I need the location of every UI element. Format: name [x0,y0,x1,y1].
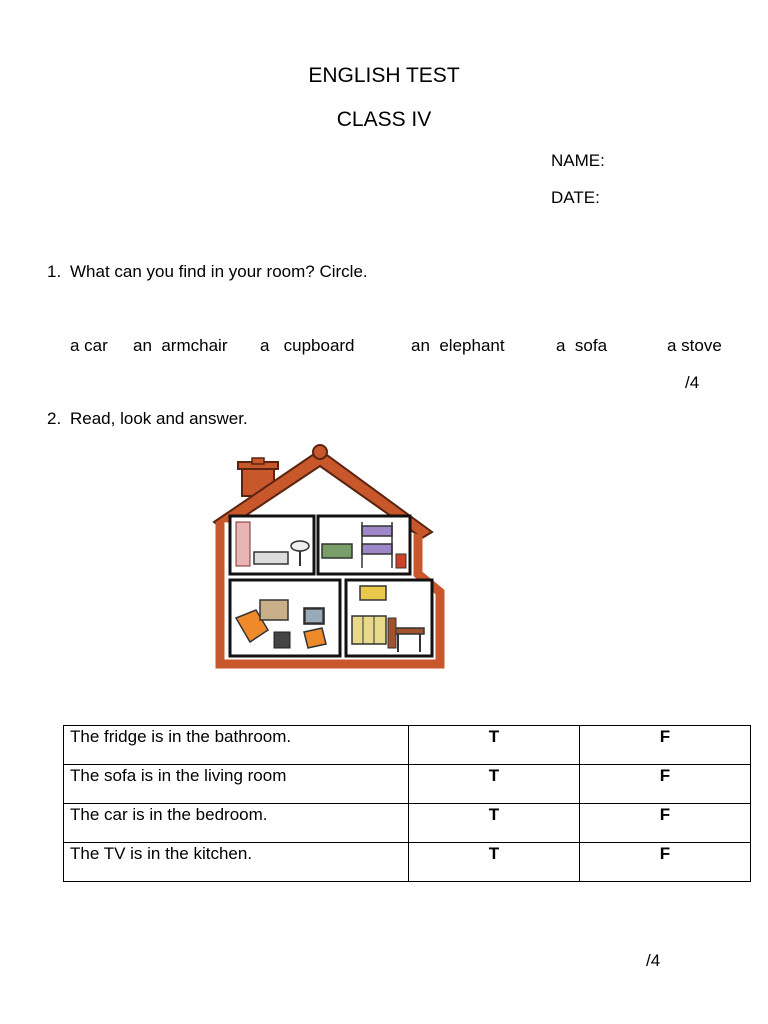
question-2-prompt: Read, look and answer. [70,409,248,428]
question-1-score: /4 [685,373,700,392]
question-1-number: 1. [47,262,62,281]
table-row [64,726,751,765]
option-a-car[interactable]: a car [70,336,108,355]
page-title: ENGLISH TEST [308,64,460,87]
table-row [64,804,751,843]
statement-cell: The sofa is in the living room [64,765,409,804]
house-cross-section-illustration [212,442,452,672]
date-label: DATE: [551,188,600,207]
table-row [64,843,751,882]
true-option[interactable]: T [409,804,580,843]
true-option[interactable]: T [409,726,580,765]
table-row [64,765,751,804]
true-false-table [63,725,751,882]
statement-cell: The TV is in the kitchen. [64,843,409,882]
statement-cell: The car is in the bedroom. [64,804,409,843]
option-an-elephant[interactable]: an elephant [411,336,505,355]
class-label: CLASS IV [336,108,432,131]
option-a-stove[interactable]: a stove [667,336,722,355]
false-option[interactable]: F [580,765,751,804]
question-2-number: 2. [47,409,62,428]
option-an-armchair[interactable]: an armchair [133,336,228,355]
false-option[interactable]: F [580,843,751,882]
true-option[interactable]: T [409,765,580,804]
question-1-prompt: What can you find in your room? Circle. [70,262,368,281]
name-label: NAME: [551,151,605,170]
false-option[interactable]: F [580,726,751,765]
statement-cell: The fridge is in the bathroom. [64,726,409,765]
option-a-cupboard[interactable]: a cupboard [260,336,355,355]
question-2-score: /4 [646,951,661,970]
false-option[interactable]: F [580,804,751,843]
true-option[interactable]: T [409,843,580,882]
option-a-sofa[interactable]: a sofa [556,336,608,355]
